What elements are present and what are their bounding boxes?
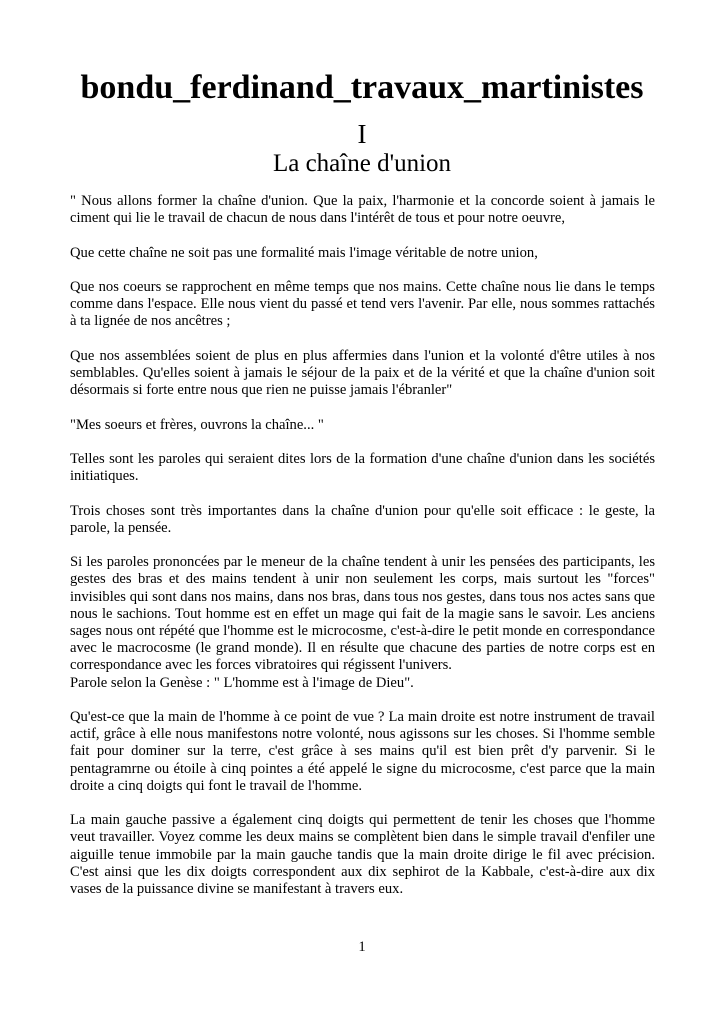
paragraph: Que nos coeurs se rapprochent en même temps que nos mains. Cette chaîne nous lie dans le temps comme dans l'espace. Elle nous vient du passé et tend vers l'avenir. Par elle, nous sommes rattachés à ta lignée de nos ancêtres ;	[70, 278, 655, 330]
paragraph: Que cette chaîne ne soit pas une formalité mais l'image véritable de notre union,	[70, 244, 538, 261]
paragraph: Telles sont les paroles qui seraient dites lors de la formation d'une chaîne d'union dans les sociétés initiatiques.	[70, 450, 655, 485]
paragraph: Qu'est-ce que la main de l'homme à ce point de vue ? La main droite est notre instrument de travail actif, grâce à elle nous manifestons notre volonté, nous agissons sur les choses. Si l'homme semble fait pour dominer sur la terre, c'est grâce à ses mains qu'il est bien prêt d'y parvenir. Si le pentagramrne ou étoile à cinq pointes a été appelé le signe du microcosme, c'est parce que la main droite a cinq doigts qui font le travail de l'homme.	[70, 708, 655, 794]
paragraph: Que nos assemblées soient de plus en plus affermies dans l'union et la volonté d'être utiles à nos semblables. Qu'elles soient à jamais le séjour de la paix et de la vérité et que la chaîne d'union soit désormais si forte entre nous que rien ne puisse jamais l'ébranler"	[70, 347, 655, 399]
paragraph: " Nous allons former la chaîne d'union. Que la paix, l'harmonie et la concorde soient à jamais le ciment qui lie le travail de chacun de nous dans l'intérêt de tous et pour notre oeuvre,	[70, 193, 655, 227]
paragraph: Trois choses sont très importantes dans la chaîne d'union pour qu'elle soit efficace : le geste, la parole, la pensée.	[70, 502, 655, 536]
paragraph: Si les paroles prononcées par le meneur de la chaîne tendent à unir les pensées des participants, les gestes des bras et des mains tendent à unir non seulement les corps, mais surtout les "forces" invisibles qui sont dans nos mains, dans nos bras, dans tous nos gestes, dans tous nos actes sans que nous le sachions. Tout homme est en effet un mage qui fait de la magie sans le savoir. Les anciens sages nous ont répété que l'homme est le microcosme, c'est-à-dire le petit monde en correspondance avec le macrocosme (le grand monde). Il en résulte que chacune des parties de notre corps est en correspondance avec les forces vibratoires qui régissent l'univers.	[70, 554, 655, 674]
chapter-number: I	[357, 119, 367, 149]
chapter-title: La chaîne d'union	[272, 150, 452, 177]
paragraph: "Mes soeurs et frères, ouvrons la chaîne... "	[70, 416, 324, 433]
page-number: 1	[358, 939, 366, 955]
paragraph: Parole selon la Genèse : " L'homme est à l'image de Dieu".	[70, 674, 414, 691]
document-body	[70, 193, 655, 915]
paragraph: La main gauche passive a également cinq doigts qui permettent de tenir les choses que l'homme veut travailler. Voyez comme les deux mains se complètent bien dans le simple travail d'enfiler une aiguille tenue immobile par la main gauche tandis que la main droite dirige le fil avec précision. C'est ainsi que les dix doigts correspondent aux dix sephirot de la Kabbale, c'est-à-dire aux dix vases de la puissance divine se manifestant à travers eux.	[70, 812, 655, 897]
document-title: bondu_ferdinand_travaux_martinistes	[80, 69, 644, 106]
